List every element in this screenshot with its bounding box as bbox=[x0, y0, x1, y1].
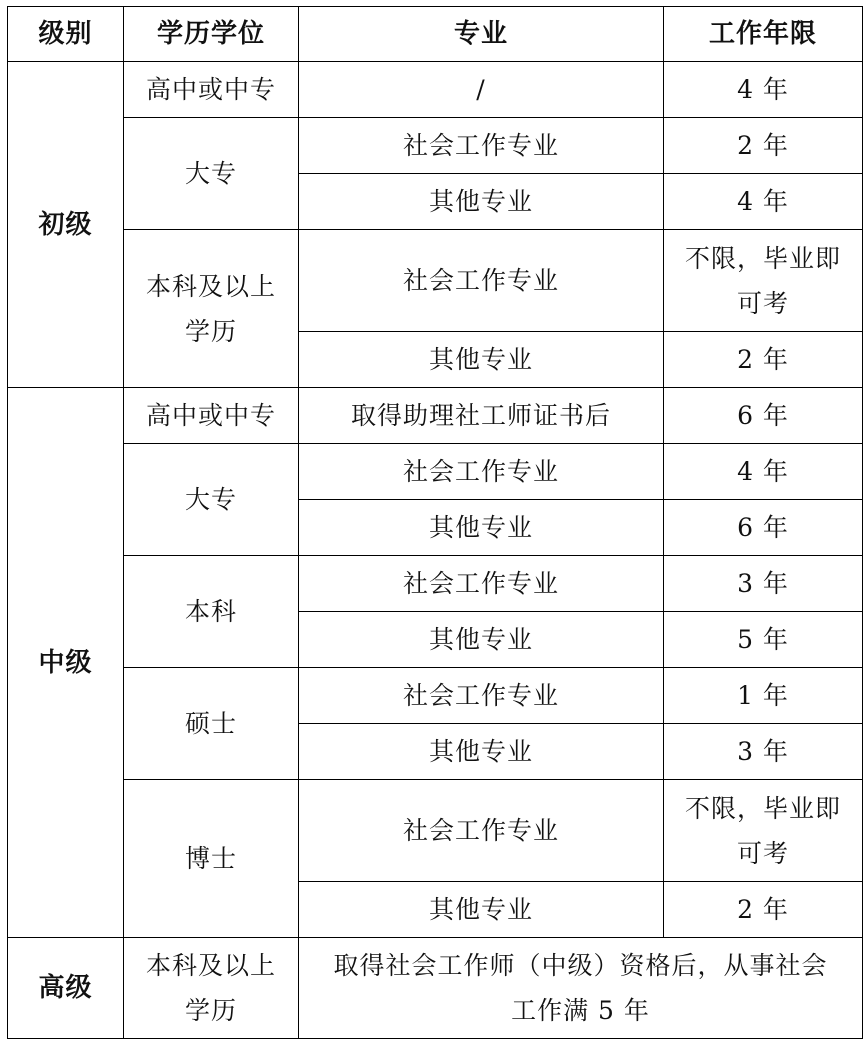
degree-cell bbox=[124, 230, 299, 388]
major-cell: 其他专业 bbox=[299, 882, 664, 938]
header-degree: 学历学位 bbox=[124, 7, 299, 62]
major-cell: 取得助理社工师证书后 bbox=[299, 388, 664, 444]
degree-cell: 大专 bbox=[124, 444, 299, 556]
level-intermediate: 中级 bbox=[8, 388, 124, 938]
degree-line-1: 本科及以上 bbox=[145, 951, 276, 980]
table-row bbox=[8, 556, 863, 612]
years-cell: 3 年 bbox=[664, 556, 863, 612]
years-cell: 4 年 bbox=[664, 62, 863, 118]
major-cell: 其他专业 bbox=[299, 612, 664, 668]
table-row bbox=[8, 388, 863, 444]
table-row bbox=[8, 444, 863, 500]
years-cell: 4 年 bbox=[664, 174, 863, 230]
major-cell: 其他专业 bbox=[299, 724, 664, 780]
major-cell: 社会工作专业 bbox=[299, 780, 664, 882]
degree-cell: 高中或中专 bbox=[124, 388, 299, 444]
major-cell: 其他专业 bbox=[299, 174, 664, 230]
major-cell: 社会工作专业 bbox=[299, 230, 664, 332]
years-cell: 3 年 bbox=[664, 724, 863, 780]
table-row bbox=[8, 62, 863, 118]
years-line-1: 不限，毕业即 bbox=[684, 243, 841, 273]
header-level: 级别 bbox=[8, 7, 124, 62]
requirement-line-1: 取得社会工作师（中级）资格后，从事社会 bbox=[333, 951, 828, 980]
years-cell: 4 年 bbox=[664, 444, 863, 500]
major-cell: 社会工作专业 bbox=[299, 118, 664, 174]
table-row bbox=[8, 230, 863, 332]
degree-cell: 硕士 bbox=[124, 668, 299, 780]
requirement-line-2: 工作满 5 年 bbox=[511, 996, 650, 1025]
years-line-2: 可考 bbox=[736, 838, 789, 868]
level-senior: 高级 bbox=[8, 938, 124, 1039]
header-major: 专业 bbox=[299, 7, 664, 62]
major-cell: / bbox=[299, 62, 664, 118]
years-cell: 6 年 bbox=[664, 500, 863, 556]
years-cell: 2 年 bbox=[664, 332, 863, 388]
years-cell bbox=[664, 780, 863, 882]
degree-line-1: 本科及以上 bbox=[145, 271, 276, 301]
years-cell: 2 年 bbox=[664, 118, 863, 174]
degree-line-2: 学历 bbox=[184, 316, 237, 346]
years-cell: 6 年 bbox=[664, 388, 863, 444]
major-cell: 社会工作专业 bbox=[299, 444, 664, 500]
table-row bbox=[8, 118, 863, 174]
degree-cell: 本科 bbox=[124, 556, 299, 668]
years-cell: 1 年 bbox=[664, 668, 863, 724]
degree-cell: 博士 bbox=[124, 780, 299, 938]
major-cell: 社会工作专业 bbox=[299, 668, 664, 724]
level-junior: 初级 bbox=[8, 62, 124, 388]
major-cell: 其他专业 bbox=[299, 500, 664, 556]
years-line-2: 可考 bbox=[736, 288, 789, 318]
header-row bbox=[8, 7, 863, 62]
table-row bbox=[8, 780, 863, 882]
major-cell: 社会工作专业 bbox=[299, 556, 664, 612]
years-line-1: 不限，毕业即 bbox=[684, 793, 841, 823]
qualification-table bbox=[7, 6, 863, 1039]
header-years: 工作年限 bbox=[664, 7, 863, 62]
table-row bbox=[8, 668, 863, 724]
degree-cell: 高中或中专 bbox=[124, 62, 299, 118]
major-cell: 其他专业 bbox=[299, 332, 664, 388]
table-row bbox=[8, 938, 863, 1039]
years-cell: 2 年 bbox=[664, 882, 863, 938]
degree-line-2: 学历 bbox=[184, 996, 237, 1025]
requirement-cell bbox=[299, 938, 863, 1039]
degree-cell bbox=[124, 938, 299, 1039]
years-cell: 5 年 bbox=[664, 612, 863, 668]
years-cell bbox=[664, 230, 863, 332]
degree-cell: 大专 bbox=[124, 118, 299, 230]
